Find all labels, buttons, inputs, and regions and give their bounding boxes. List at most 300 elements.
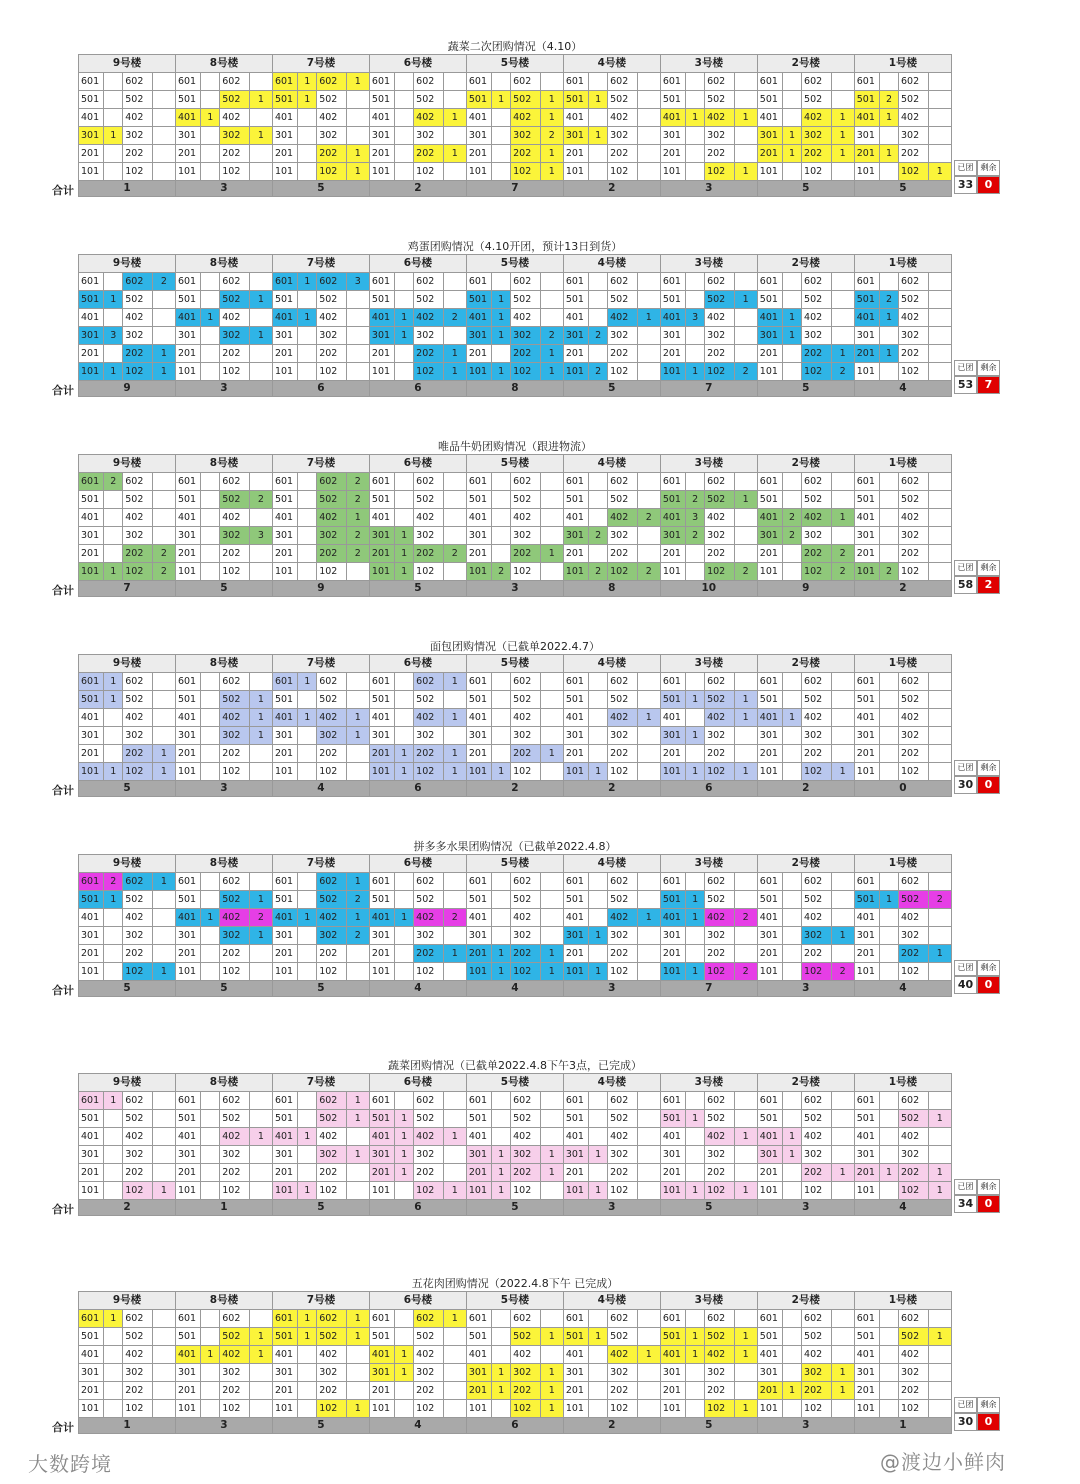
building-header: 5号楼	[466, 255, 563, 273]
order-qty	[589, 273, 608, 291]
room-number: 501	[79, 891, 104, 909]
room-number: 401	[272, 1346, 297, 1364]
building-header: 1号楼	[854, 655, 951, 673]
building-header: 2号楼	[757, 1074, 854, 1092]
order-qty	[783, 673, 802, 691]
room-number: 201	[563, 145, 588, 163]
order-qty: 1	[928, 1110, 951, 1128]
room-number: 202	[220, 945, 250, 963]
building-header: 8号楼	[175, 655, 272, 673]
total-label: 合计	[52, 784, 74, 797]
room-number: 102	[220, 963, 250, 981]
room-number: 501	[757, 891, 782, 909]
room-number: 301	[369, 327, 394, 345]
room-number: 601	[369, 873, 394, 891]
building-header: 8号楼	[175, 255, 272, 273]
order-qty	[492, 909, 511, 927]
order-qty	[928, 1146, 951, 1164]
order-qty	[637, 873, 660, 891]
order-qty: 1	[589, 1328, 608, 1346]
room-number: 201	[79, 545, 104, 563]
building-header: 1号楼	[854, 1292, 951, 1310]
room-number: 601	[563, 873, 588, 891]
order-qty	[880, 491, 899, 509]
order-qty	[104, 963, 123, 981]
order-qty	[880, 73, 899, 91]
order-qty	[734, 745, 757, 763]
order-qty	[346, 1364, 369, 1382]
order-qty: 3	[104, 327, 123, 345]
room-number: 301	[175, 927, 200, 945]
building-header: 3号楼	[660, 1074, 757, 1092]
room-number: 102	[705, 363, 735, 381]
building-subtotal: 3	[563, 981, 660, 997]
room-number: 201	[79, 145, 104, 163]
total-box	[954, 1397, 1000, 1431]
order-qty	[783, 945, 802, 963]
order-qty: 2	[880, 563, 899, 581]
order-qty: 2	[880, 291, 899, 309]
room-number: 601	[563, 73, 588, 91]
room-number: 502	[123, 891, 153, 909]
building-subtotal: 5	[272, 981, 369, 997]
room-number: 102	[705, 163, 735, 181]
order-qty: 1	[589, 1182, 608, 1200]
room-number: 302	[220, 527, 250, 545]
room-number: 601	[854, 1310, 879, 1328]
order-qty: 1	[686, 963, 705, 981]
order-qty	[152, 1328, 175, 1346]
room-number: 501	[660, 291, 685, 309]
room-number: 502	[899, 1110, 929, 1128]
order-qty	[201, 745, 220, 763]
room-number: 402	[802, 709, 832, 727]
room-number: 201	[563, 545, 588, 563]
order-qty: 3	[346, 273, 369, 291]
room-number: 201	[854, 145, 879, 163]
room-number: 102	[705, 1400, 735, 1418]
room-number: 602	[414, 73, 444, 91]
room-number: 402	[608, 509, 638, 527]
building-header: 5号楼	[466, 1292, 563, 1310]
order-qty	[249, 963, 272, 981]
order-qty	[201, 273, 220, 291]
room-number: 501	[757, 91, 782, 109]
order-qty	[637, 1328, 660, 1346]
room-number: 502	[414, 1110, 444, 1128]
room-number: 501	[757, 491, 782, 509]
room-number: 602	[511, 73, 541, 91]
order-qty: 1	[152, 345, 175, 363]
order-qty	[734, 527, 757, 545]
order-qty: 1	[492, 763, 511, 781]
order-qty	[201, 1328, 220, 1346]
order-qty	[104, 727, 123, 745]
order-qty	[928, 1346, 951, 1364]
room-number: 202	[220, 1164, 250, 1182]
room-number: 401	[757, 1128, 782, 1146]
room-number: 301	[175, 1364, 200, 1382]
room-number: 602	[899, 273, 929, 291]
building-subtotal: 3	[757, 1200, 854, 1216]
room-number: 102	[220, 763, 250, 781]
building-subtotal: 5	[466, 1200, 563, 1216]
order-qty	[298, 109, 317, 127]
order-qty: 1	[928, 1164, 951, 1182]
room-number: 401	[757, 709, 782, 727]
room-number: 601	[79, 1310, 104, 1328]
order-qty	[783, 1110, 802, 1128]
room-number: 101	[466, 363, 491, 381]
room-number: 401	[175, 509, 200, 527]
room-number: 101	[854, 363, 879, 381]
room-number: 302	[705, 327, 735, 345]
order-qty	[249, 763, 272, 781]
room-number: 602	[123, 1310, 153, 1328]
order-qty: 2	[540, 127, 563, 145]
order-qty: 1	[540, 963, 563, 981]
remain-count: 0	[977, 176, 1000, 194]
room-number: 401	[757, 109, 782, 127]
order-qty: 2	[637, 509, 660, 527]
room-number: 402	[317, 909, 347, 927]
order-qty	[928, 309, 951, 327]
room-number: 101	[175, 163, 200, 181]
order-qty	[492, 673, 511, 691]
order-qty	[686, 1164, 705, 1182]
order-qty	[298, 473, 317, 491]
room-number: 401	[272, 109, 297, 127]
room-number: 202	[802, 945, 832, 963]
order-qty	[880, 673, 899, 691]
order-qty	[686, 73, 705, 91]
order-qty	[249, 1400, 272, 1418]
room-number: 301	[660, 127, 685, 145]
order-qty	[928, 345, 951, 363]
remain-label: 剩余	[977, 760, 1000, 776]
room-number: 301	[466, 527, 491, 545]
room-number: 601	[466, 1092, 491, 1110]
room-number: 302	[220, 1146, 250, 1164]
building-subtotal: 5	[660, 1418, 757, 1434]
order-qty	[443, 327, 466, 345]
room-number: 602	[123, 473, 153, 491]
room-number: 502	[511, 691, 541, 709]
room-number: 101	[757, 763, 782, 781]
room-row	[79, 1110, 952, 1128]
order-qty	[152, 291, 175, 309]
room-number: 101	[79, 1182, 104, 1200]
building-header: 9号楼	[79, 455, 176, 473]
room-number: 302	[608, 327, 638, 345]
order-qty	[201, 945, 220, 963]
order-qty	[880, 163, 899, 181]
order-qty: 1	[249, 1328, 272, 1346]
building-subtotal: 9	[757, 581, 854, 597]
room-number: 601	[369, 1310, 394, 1328]
room-number: 501	[854, 891, 879, 909]
room-number: 301	[660, 1146, 685, 1164]
order-qty: 1	[492, 1382, 511, 1400]
room-number: 601	[79, 673, 104, 691]
order-qty	[249, 1092, 272, 1110]
room-number: 202	[705, 1382, 735, 1400]
room-number: 302	[317, 527, 347, 545]
room-number: 202	[220, 545, 250, 563]
room-number: 501	[660, 1110, 685, 1128]
room-number: 501	[79, 491, 104, 509]
order-qty: 1	[492, 1364, 511, 1382]
room-number: 401	[854, 909, 879, 927]
room-number: 502	[123, 1110, 153, 1128]
order-grid	[78, 1291, 952, 1434]
room-number: 502	[511, 1110, 541, 1128]
room-number: 301	[79, 927, 104, 945]
order-qty	[880, 1128, 899, 1146]
room-number: 201	[79, 1382, 104, 1400]
room-number: 202	[123, 545, 153, 563]
room-row	[79, 327, 952, 345]
order-qty: 1	[152, 963, 175, 981]
order-qty: 1	[928, 945, 951, 963]
building-subtotal: 2	[369, 181, 466, 197]
order-qty	[492, 163, 511, 181]
room-number: 501	[757, 291, 782, 309]
order-qty: 2	[443, 909, 466, 927]
order-qty	[589, 73, 608, 91]
joined-count: 58	[954, 576, 977, 594]
order-qty	[880, 909, 899, 927]
room-row	[79, 763, 952, 781]
section-title: 拼多多水果团购情况（已截单2022.4.8）	[413, 840, 617, 853]
room-number: 102	[899, 563, 929, 581]
room-number: 601	[854, 873, 879, 891]
room-row	[79, 109, 952, 127]
order-qty: 2	[783, 527, 802, 545]
order-qty	[589, 1164, 608, 1182]
order-qty	[880, 745, 899, 763]
room-number: 202	[414, 345, 444, 363]
room-number: 302	[899, 327, 929, 345]
order-qty	[104, 509, 123, 527]
room-number: 302	[802, 127, 832, 145]
order-qty	[152, 1346, 175, 1364]
building-subtotal: 6	[272, 381, 369, 397]
room-number: 502	[414, 691, 444, 709]
order-qty	[783, 291, 802, 309]
building-header: 3号楼	[660, 255, 757, 273]
room-number: 602	[705, 1310, 735, 1328]
room-row	[79, 345, 952, 363]
order-qty	[880, 873, 899, 891]
order-qty: 1	[492, 327, 511, 345]
order-qty	[395, 491, 414, 509]
room-number: 401	[757, 309, 782, 327]
order-qty: 1	[298, 673, 317, 691]
order-qty: 1	[346, 1310, 369, 1328]
order-qty	[201, 563, 220, 581]
order-qty	[589, 727, 608, 745]
order-qty	[880, 1364, 899, 1382]
order-qty: 1	[540, 91, 563, 109]
room-number: 202	[123, 945, 153, 963]
order-qty	[637, 127, 660, 145]
room-number: 502	[220, 1110, 250, 1128]
order-qty	[346, 673, 369, 691]
room-number: 102	[802, 163, 832, 181]
order-qty	[249, 1182, 272, 1200]
room-number: 602	[802, 473, 832, 491]
room-number: 402	[220, 309, 250, 327]
room-number: 101	[369, 1182, 394, 1200]
room-number: 101	[854, 963, 879, 981]
room-number: 302	[317, 127, 347, 145]
room-number: 102	[899, 363, 929, 381]
order-qty: 1	[734, 709, 757, 727]
order-qty: 1	[152, 873, 175, 891]
room-number: 402	[608, 309, 638, 327]
room-number: 402	[414, 1128, 444, 1146]
room-number: 301	[757, 727, 782, 745]
section-title: 蔬菜二次团购情况（4.10）	[447, 40, 583, 53]
order-qty: 1	[734, 1346, 757, 1364]
building-header: 5号楼	[466, 1074, 563, 1092]
order-qty	[346, 745, 369, 763]
room-number: 602	[317, 873, 347, 891]
room-number: 601	[757, 473, 782, 491]
order-qty	[540, 273, 563, 291]
order-qty	[734, 873, 757, 891]
room-number: 201	[854, 545, 879, 563]
room-number: 301	[175, 727, 200, 745]
room-number: 101	[272, 763, 297, 781]
order-qty	[589, 891, 608, 909]
room-number: 402	[511, 909, 541, 927]
order-qty: 1	[249, 1128, 272, 1146]
order-qty: 2	[734, 563, 757, 581]
order-qty	[637, 1092, 660, 1110]
order-qty	[201, 891, 220, 909]
order-qty	[492, 709, 511, 727]
room-number: 302	[511, 927, 541, 945]
room-number: 302	[123, 527, 153, 545]
building-subtotal: 5	[79, 781, 176, 797]
room-number: 302	[317, 727, 347, 745]
room-number: 502	[220, 491, 250, 509]
order-qty	[880, 127, 899, 145]
joined-count: 40	[954, 976, 977, 994]
room-number: 102	[802, 963, 832, 981]
order-qty	[492, 1328, 511, 1346]
order-qty	[201, 1128, 220, 1146]
building-subtotal: 2	[79, 1200, 176, 1216]
order-qty: 1	[298, 1182, 317, 1200]
order-qty	[686, 745, 705, 763]
room-number: 202	[220, 145, 250, 163]
order-qty	[880, 963, 899, 981]
order-qty	[201, 709, 220, 727]
room-number: 602	[511, 673, 541, 691]
room-number: 102	[317, 1400, 347, 1418]
building-subtotal: 4	[272, 781, 369, 797]
building-header: 1号楼	[854, 1074, 951, 1092]
room-number: 601	[79, 873, 104, 891]
order-qty	[346, 363, 369, 381]
room-number: 202	[705, 945, 735, 963]
order-qty	[928, 763, 951, 781]
room-number: 502	[705, 691, 735, 709]
order-qty	[637, 473, 660, 491]
room-number: 402	[705, 1128, 735, 1146]
room-number: 502	[802, 1110, 832, 1128]
room-number: 402	[414, 1346, 444, 1364]
room-number: 601	[175, 473, 200, 491]
room-number: 302	[705, 927, 735, 945]
room-number: 501	[854, 491, 879, 509]
room-number: 101	[369, 563, 394, 581]
room-number: 402	[511, 1128, 541, 1146]
room-row	[79, 545, 952, 563]
order-grid	[78, 854, 952, 997]
room-number: 302	[802, 927, 832, 945]
room-number: 602	[220, 273, 250, 291]
room-number: 601	[175, 1310, 200, 1328]
building-header: 1号楼	[854, 55, 951, 73]
building-subtotal: 4	[369, 981, 466, 997]
room-number: 602	[414, 273, 444, 291]
room-number: 502	[608, 91, 638, 109]
building-header: 5号楼	[466, 655, 563, 673]
building-subtotal: 2	[563, 1418, 660, 1434]
room-number: 102	[511, 363, 541, 381]
order-qty	[686, 145, 705, 163]
order-qty	[443, 1164, 466, 1182]
room-number: 202	[317, 545, 347, 563]
order-qty	[589, 1110, 608, 1128]
section-title: 蔬菜团购情况（已截单2022.4.8下午3点，已完成）	[388, 1059, 642, 1072]
building-subtotal: 2	[563, 181, 660, 197]
room-number: 101	[79, 763, 104, 781]
order-qty: 1	[443, 709, 466, 727]
room-number: 201	[660, 1164, 685, 1182]
room-number: 601	[660, 73, 685, 91]
room-row	[79, 873, 952, 891]
room-number: 102	[220, 363, 250, 381]
room-number: 202	[511, 545, 541, 563]
order-qty: 1	[686, 109, 705, 127]
room-number: 102	[414, 363, 444, 381]
building-header-row	[79, 455, 952, 473]
order-qty	[443, 1364, 466, 1382]
order-qty	[346, 91, 369, 109]
room-number: 602	[220, 1092, 250, 1110]
order-qty: 1	[589, 963, 608, 981]
order-qty: 1	[589, 1146, 608, 1164]
order-qty: 1	[831, 145, 854, 163]
order-qty	[492, 545, 511, 563]
order-qty	[928, 1364, 951, 1382]
room-number: 401	[660, 1346, 685, 1364]
room-number: 502	[899, 91, 929, 109]
room-number: 402	[317, 1346, 347, 1364]
room-number: 301	[175, 127, 200, 145]
room-number: 202	[705, 145, 735, 163]
room-number: 301	[466, 727, 491, 745]
order-qty	[831, 309, 854, 327]
room-number: 501	[563, 291, 588, 309]
room-row	[79, 1182, 952, 1200]
room-number: 402	[220, 709, 250, 727]
